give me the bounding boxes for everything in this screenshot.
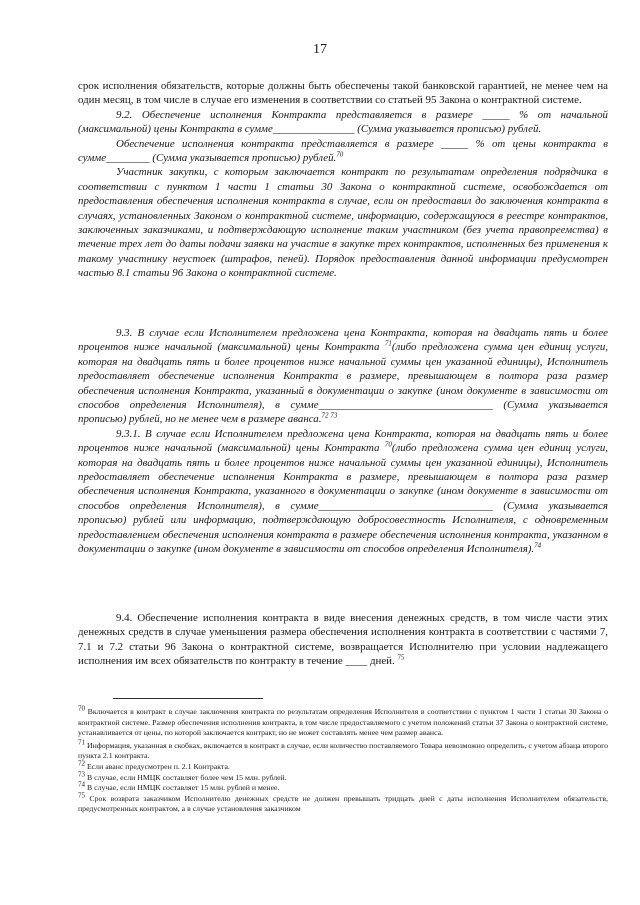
footnote-74 [78, 780, 608, 794]
footnote-ref-72-73: 72 73 [321, 411, 338, 420]
footnote-text: Включается в контракт в случае заключения контракта по результатам определения Исполнителя в соответствии с пунктом 1 части 1 статьи 30 Закона о контрактной системе. Размер обеспечения исполнения контракта, в том числе предоставляемого с учетом положений статьи 37 Закона о контрактной системе, устанавливается от цены, по которой заключается контракт, но не может составлять менее чем размер аванса. [78, 707, 608, 738]
paragraph-participant-exemption: Участник закупки, с которым заключается контракт по результатам определения подрядчика в соответствии с пунктом 1 части 1 статьи 30 Закона о контрактной системе, освобождается от предоставления обеспечения исполнения контракта в случае, если он предоставил до заключения контракта в случаях, установленных Законом о контрактной системе, информацию, содержащуюся в реестре контрактов, заключенных заказчиками, и подтверждающую исполнение таким участником (без учета правопреемства) в течение трех лет до даты подачи заявки на участие в закупке трех контрактов, исполненных без применения к такому участнику неустоек (штрафов, пеней). Порядок предоставления данной информации предусмотрен частью 8.1 статьи 96 Закона о контрактной системе. [78, 166, 608, 280]
footnote-text: Если аванс предусмотрен п. 2.1 Контракта. [86, 761, 230, 771]
footnote-number: 70 [78, 704, 85, 713]
clause-9-3-1-text-b: (либо предложена сумма цен единиц услуги, которая на двадцать пять и более процентов ниже начальной суммы цен указанной единицы), Исполнитель предоставляет обеспечение исполнения Контракта в размере, превышающем в полтора раза размер обеспечения исполнения Контракта, указанного в документации о закупке (ином документе в зависимости от способов определения Исполнителя), в сумме________________________________ (Сумма указывается прописью) рублей или информацию, подтверждающую добросовестность Исполнителя, с одновременным предоставлением обеспечения исполнения контракта в размере обеспечения исполнения контракта, указанном в документации о закупке (ином документе в зависимости от способов определения Исполнителя). [78, 442, 608, 556]
footnote-75 [78, 791, 609, 815]
footnote-number: 72 [78, 759, 85, 768]
section-9-block-2 [78, 326, 608, 557]
footnotes [78, 704, 609, 815]
section-9-block-3 [78, 611, 608, 669]
footnote-70 [78, 704, 608, 739]
footnote-ref-70: 70 [336, 150, 344, 159]
paragraph-continuation: срок исполнения обязательств, которые должны быть обеспечены такой банковской гарантией, не менее чем на один месяц, в том числе в случае его изменения в соответствии со статьей 95 Закона о контрактной системе. [78, 80, 608, 107]
footnote-71 [78, 738, 608, 762]
footnote-73 [78, 769, 608, 784]
footnote-72 [78, 759, 608, 773]
paragraph-security-amount [78, 137, 608, 166]
clause-9-3 [78, 326, 608, 427]
clause-9-2: 9.2. Обеспечение исполнения Контракта представляется в размере _____ % от начальной (максимальной) цены Контракта в сумме_______________ (Сумма указывается прописью) рублей. [78, 108, 608, 136]
clause-9-3-1-text-a: 9.3.1. В случае если Исполнителем предложена цена Контракта, которая на двадцать пять и более процентов ниже начальной (максимальной) цены Контракта [78, 427, 608, 455]
footnote-text: Информация, указанная в скобках, включается в контракт в случае, если количество поставляемого Товара невозможно определить, с учетом абзаца второго пункта 2.1 контракта. [78, 740, 608, 761]
clause-9-3-1 [78, 427, 608, 557]
footnote-text: В случае, если НМЦК составляет 15 млн. рублей и менее. [86, 783, 280, 793]
footnote-ref-74: 74 [534, 541, 542, 550]
clause-9-3-text-b: (либо предложена сумма цен единиц услуги, которая на двадцать пять и более процентов ниже начальной суммы цен указанной единицы), Исполнитель предоставляет обеспечение исполнения Контракта в размере, превышающем в полтора раза размер обеспечения исполнения Контракта, указанный в документации о закупке (ином документе в зависимости от способов определения Исполнителя), в сумме________________________________ (Сумма указывается прописью) рублей, но не менее чем в размере аванса. [78, 341, 608, 426]
footnote-number: 74 [78, 780, 85, 789]
footnote-text: В случае, если НМЦК составляет более чем 15 млн. рублей. [86, 772, 287, 782]
paragraph-security-amount-text: Обеспечение исполнения контракта представляется в размере _____ % от цены контракта в сумме________ (Сумма указывается прописью) рублей. [78, 137, 608, 165]
footnote-number: 71 [78, 738, 85, 747]
clause-9-4 [78, 611, 608, 669]
clause-9-3-text-a: 9.3. В случае если Исполнителем предложена цена Контракта, которая на двадцать пять и более процентов ниже начальной (максимальной) цены Контракта [78, 327, 608, 354]
page-number: 17 [313, 42, 327, 57]
footnote-ref-71: 71 [384, 339, 392, 348]
footnote-text: Срок возврата заказчиком Исполнителю денежных средств не должен превышать тридцать дней с даты исполнения Исполнителем обязательств, предусмотренных контрактом, а в случае установления заказчиком [78, 793, 609, 814]
clause-9-4-text: 9.4. Обеспечение исполнения контракта в виде внесения денежных средств, в том числе части этих денежных средств в случае уменьшения размера обеспечения исполнения контракта в соответствии с частями 7, 7.1 и 7.2 статьи 96 Закона о контрактной системе, возвращается Исполнителю при условии надлежащего исполнения им всех обязательств по контракту в течение ____ дней. [78, 612, 608, 668]
footnote-number: 73 [78, 769, 85, 778]
section-9-block-1 [78, 79, 608, 281]
footnote-separator [113, 698, 263, 699]
footnote-ref-75: 75 [397, 653, 405, 662]
footnote-ref-70-repeat: 70 [384, 440, 392, 449]
footnote-number: 75 [78, 791, 85, 800]
